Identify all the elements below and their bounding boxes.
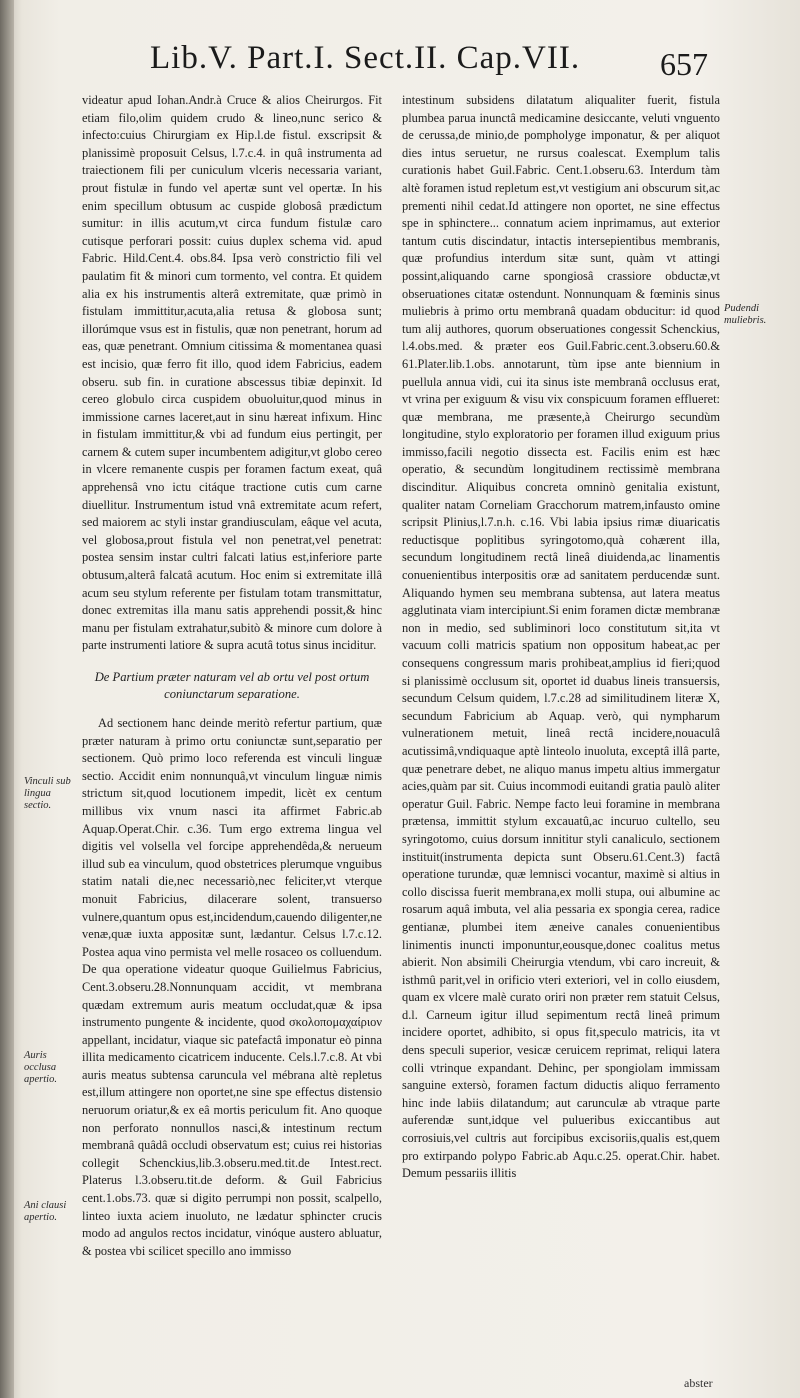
section-heading: De Partium præter naturam vel ab ortu vel post ortum coniunctarum separatione. <box>94 670 370 701</box>
page-binding-edge <box>0 0 14 1398</box>
page-number: 657 <box>660 46 708 82</box>
left-paragraph-2: Ad sectionem hanc deinde meritò refertur partium, quæ præter naturam à primo ortu coniunctæ sunt,separatio per sectionem. Quò primo loco referenda est vinculi linguæ sectio. Accidit enim nonnunquâ,vt vinculum linguæ nimis strictum sit,quod locutionem impedit, licèt ex centum millibus vix vnum nasci ita affirmet Fabric.ab Aquap.Operat.Chir. c.36. Tum ergo extrema lingua vel digitis vel volsella vel forcipe apprehendêda,& nerueum illud sub ea vinculum, quod obstetrices plerumque vnguibus statim natali die,nec necessariò,nec feliciter,vt vterque monuit Fabricius, dilacerare solent, transuerso vulnere,quantum opus est,incidendum,cauendo diligenter,ne venæ,quæ iuxta appositæ sunt, lædantur. Celsus l.7.c.12. Postea aqua vino permista vel melle rosaceo os colluendum. De qua operatione videatur quoque Guilielmus Fabricius, Cent.3.obseru.28.Nonnunquam accidit, vt membrana quædam extremum auris meatum occludat,quæ & ipsa instrumento pungente & incidente, quod σκολοπομαχαίριον appellant, incidatur, viaque sic patefactâ imponatur eò pinna illita medicamento cicatricem inducente. Cels.l.7.c.8. At vbi auris meatus subtensa caruncula vel mébrana altè repletus est,illum attingere non oportet,ne sine spe effectus distensio neruorum oriatur,& ex eâ mortis periculum fit. Ano quoque non perforato nonnullos nasci,& intestinum rectum membranâ quâdâ occludi observatum est; cuius rei historias collegit Schenckius,lib.3.obseru.med.tit.de Intest.rect. Platerus l.3.obseru.tit.de deform. & Guil Fabricius cent.1.obs.73. quæ si digito perrumpi non possit, scalpello, linteo iuxta aciem inuoluto, ne lædatur sphincter crucis modo ad angulos rectos incidatur, vinóque austero abluatur, & postea vbi scilicet specillo ano immisso <box>82 716 382 1258</box>
margin-note-pudendi: Pudendi muliebris. <box>724 303 767 326</box>
right-column <box>402 92 720 1183</box>
margin-note-vinculi: Vinculi sub lingua sectio. <box>24 776 71 811</box>
running-title: Lib.V. Part.I. Sect.II. Cap.VII. <box>150 40 581 76</box>
right-paragraph-1: intestinum subsidens dilatatum aliqualiter fuerit, fistula plumbea parua inunctâ medicamine desiccante, veluti vnguento de cerussa,de minio,de pompholyge imponatur, & per aliquot dies intus seruetur, ne rursus coalescat. Exemplum talis curationis habet Guil.Fabric. Cent.1.obseru.63. Interdum tàm altè foramen istud repletum est,vt vestigium ani obscurum sit,ac prementi nihil cedat.Id attingere non oportet, ne sine effectus spe in sphinctere... connatum aciem inprimamus, aut exterior tantum cutis discindatur, intactis intersepientibus membranis, quæ profundius interdum sitæ sunt, quàm vt attingi possint,aliquando carne spongiosâ crassiore obductæ,vt obseruationes citatæ ostendunt. Nonnunquam & fœminis sinus muliebris à primo ortu membranâ quadam obducitur: id quod tum alij authores, quorum obseruationes congessit Schenckius, l.4.obs.med. & præter eos Guil.Fabric.cent.3.obseru.60.& 61.Plater.lib.1.obs. annotarunt, tùm ipse ante biennium in puellula annua vidi, cui ita sinus iste membranâ occlusus erat, vt vrina per exiguum & visu vix conspicuum foramen efflueret: quæ membrana, me præsente,à Cheirurgo secundùm longitudine, stylo exploratorio per foramen illud exiguum prius immisso,facili negotio dissecta est. Facilis enim est hæc operatio, & secundùm longitudinem rectissimè membrana discinditur. Aliquibus concreta omninò genitalia existunt, qualiter natam Corneliam Gracchorum matrem,infausto omine scripsit Plinius,l.7.n.h. c.16. Vbi labia ipsius rimæ diuaricatis reductisque poplitibus syringotomo,quà cohærent illa, secundum longitudinem rectâ lineâ diuidenda,ac linamentis conuenientibus interpositis oræ ad sanitatem perducendæ sunt. Aliquando hymen seu membrana subtensa, aut latera meatus agglutinata viam intercipiunt.Si enim foramen dictæ membranæ non in medio, sed subliminori loco constitutum sit,ita vt vacuum colli matricis spatium non oppositum habeat,ac per consequens congressum maris prohibeat,amplius id fieri;quod si planissimè occlusum sit, oportet id duabus lineis transuersis, secundum Celsum quidem, l.7.c.28 ad similitudinem literæ X, secundum Fabricium ab Aquap. verò, qui nympharum vulnerationem metuit, lineâ rectâ incidere,nouaculâ acutissimâ,vndiquaque aptè linteolo inuoluta, exceptâ illâ parte, quæ penetrare debet, ne aliquo manus impetu altius immergatur acies,quàm par sit. Cuius incommodi euitandi gratia paulò aliter operatur Guil. Fabric. Nempe facto leui foramine in membrana prætensa, immittit stylum excauatû,ac incuruo cultello, seu syringotomo, cuius dorsum innititur styli canaliculo, sectionem instituit(instrumenta depicta sunt Obseru.61.Cent.3) factâ operatione turundæ, quæ lemnisci vocantur, maximè si altius in collo discissa fuerit membrana,ex molli stupa, oui albumine ac rosarum aquâ imbuta, vel alia pessaria ex spongia cerea, radice gentianæ, plumbei item æneive canales conuenientibus linimentis inuncti imponuntur,eousque,donec coalitus metus abierit. Non absimili Cheirurgia vtendum, vbi caro increuit, & isthmû parit,vel in orificio vteri exteriori, vel in collo eiusdem, quam ex vlcere malè curato oriri non præter rem statuit Celsus, d.l. Carneum igitur illud sepimentum rectâ lineâ primum incidere oportet, adhibito, si opus fit,speculo matricis, ita vt dens speculi superior, vesicæ ceruicem reprimat, reliqui latera colli vtrinque expandant. Dehinc, per spongiolam immissam sanguine extersò, foramen factum diductis aliquo ferramento hinc inde labiis dilatandum; aut carunculæ ab vtraque parte auferendæ sunt,idque vel pulueribus exiccantibus aut corrosiuis,vel cultris aut forcipibus excisoriis,qualis est,quem pro extirpando polypo Fabric.ab Aqu.c.25. operat.Chir. habet. Demum pessariis illitis <box>402 93 720 1181</box>
margin-note-auris: Auris occlusa apertio. <box>24 1050 57 1085</box>
margin-note-ani: Ani clausi apertio. <box>24 1200 67 1223</box>
left-column <box>82 92 382 1260</box>
left-paragraph-1: videatur apud Iohan.Andr.à Cruce & alios Cheirurgos. Fit etiam filo,olim quidem crudo & lineo,nunc serico & infecto:cuius Chirurgiam ex Hip.l.de fistul. exscripsit & planissimè proposuit Celsus, l.7.c.4. in quâ instrumenta ad traiectionem fili per cuniculum vlceris necessaria variant, prout fistulæ in fundo vel apertæ sunt vel opertæ. In his enim specillum obtusum ac cuspide globosâ prædictum sumitur: in illis acutum,vt circa fundum fistulæ caro cutisque perforari possit: cuius duplex schema vid. apud Fabric. Hild.Cent.4. obs.84. Ipsa verò constrictio fili vel paulatim fit & minori cum tormento, vel contra. Et quidem alia ex his instrumentis alterâ extremitate, quæ primò in fistulam immittitur,acuta,alia retusa & globosa sunt; illorúmque vsus est in fistulis, quæ non penetrant, horum ad eas, quæ penetrant. Omnium citissima & momentanea quasi est incisio, quæ ferro fit illo, quod idem Fabricius, eadem obseru. sub fin. in curatione abscessus tibiæ depinxit. Id cereo globulo circa cuspidem obuoluitur,quod minus in immissione carnes laceret,aut in sinu hæreat infixum. Hinc in fistulam immittitur,& vbi ad fundum eius pertingit, per carnem & cutem super incumbentem adigitur,vt globo cereo in vlcere remanente cuspis per foramen factum exeat, quâ apprehensâ vno ictu citáque tractione cutis cum carne diuellitur. Instrumentum istud vnâ extremitate acum refert, sed maiorem ac styli instar grandiusculam, eâque vel acuta, vel globosa,prout fistula vel non penetrat,vel penetrat: postea sensim instar cultri falcati latius est,inferiore parte obtusum,alterâ falcatâ acutum. Hoc enim si extremitate illâ acum seu stylum referente per fistulam totam transmittatur, donec extremitas illa manu satis apprehendi possit,& hinc manu per fistulam extrahatur,subitò & minore cum dolore à parte instrumenti latiore & supra acutâ totus sinus inciditur. <box>82 93 382 653</box>
catchword: abster <box>684 1376 713 1390</box>
